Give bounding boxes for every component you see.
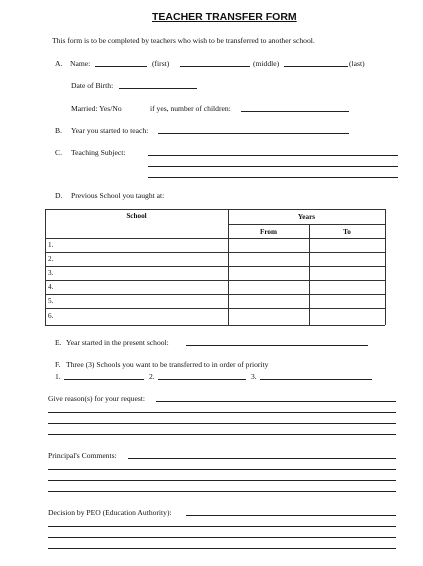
priority-1-label: 1. <box>55 372 61 381</box>
table-row-number: 4. <box>48 283 54 291</box>
middle-name-field[interactable] <box>180 66 250 67</box>
principal-comments-field-3[interactable] <box>48 480 396 481</box>
last-label: (last) <box>349 59 365 68</box>
married-label: Married: Yes/No <box>71 104 122 113</box>
previous-school-label: Previous School you taught at: <box>71 191 165 200</box>
start-year-field[interactable] <box>158 133 349 134</box>
present-school-field[interactable] <box>186 345 368 346</box>
table-row-number: 3. <box>48 269 54 277</box>
peo-decision-field-3[interactable] <box>48 537 396 538</box>
start-year-label: Year you started to teach: <box>71 126 149 135</box>
peo-decision-label: Decision by PEO (Education Authority): <box>48 508 172 517</box>
principal-comments-field-2[interactable] <box>48 469 396 470</box>
peo-decision-field-2[interactable] <box>48 526 396 527</box>
transfer-priority-label: Three (3) Schools you want to be transferred to in order of priority <box>66 360 269 369</box>
priority-3-field[interactable] <box>260 379 372 380</box>
principal-comments-field-4[interactable] <box>48 491 396 492</box>
priority-3-label: 3. <box>251 372 257 381</box>
name-label: Name: <box>70 59 91 68</box>
col-from-header: From <box>259 228 278 236</box>
first-label: (first) <box>152 59 170 68</box>
principal-comments-label: Principal's Comments: <box>48 451 117 460</box>
section-b-letter: B. <box>55 126 62 135</box>
children-label: if yes, number of children: <box>150 104 231 113</box>
principal-comments-field-1[interactable] <box>128 458 396 459</box>
reasons-field-2[interactable] <box>48 412 396 413</box>
middle-label: (middle) <box>253 59 280 68</box>
subject-label: Teaching Subject: <box>71 148 126 157</box>
table-row-number: 2. <box>48 255 54 263</box>
children-field[interactable] <box>241 111 349 112</box>
peo-decision-field-4[interactable] <box>48 548 396 549</box>
section-f-letter: F. <box>55 360 61 369</box>
dob-field[interactable] <box>119 88 197 89</box>
priority-2-label: 2. <box>149 372 155 381</box>
form-title: TEACHER TRANSFER FORM <box>152 11 297 23</box>
reasons-label: Give reason(s) for your request: <box>48 394 145 403</box>
first-name-field[interactable] <box>95 66 147 67</box>
table-row-number: 6. <box>48 312 54 320</box>
col-to-header: To <box>343 228 351 236</box>
last-name-field[interactable] <box>284 66 348 67</box>
section-a-letter: A. <box>55 59 63 68</box>
subject-field-3[interactable] <box>148 177 398 178</box>
section-c-letter: C. <box>55 148 62 157</box>
col-years-header: Years <box>297 213 316 221</box>
priority-1-field[interactable] <box>64 379 144 380</box>
table-row-number: 5. <box>48 297 54 305</box>
reasons-field-1[interactable] <box>156 401 396 402</box>
section-e-letter: E. <box>55 338 62 347</box>
section-d-letter: D. <box>55 191 63 200</box>
reasons-field-3[interactable] <box>48 423 396 424</box>
subject-field-1[interactable] <box>148 155 398 156</box>
present-school-label: Year started in the present school: <box>66 338 169 347</box>
table-row-number: 1. <box>48 241 54 249</box>
priority-2-field[interactable] <box>158 379 246 380</box>
intro-text: This form is to be completed by teachers who wish to be transferred to another school. <box>52 36 315 45</box>
col-school-header: School <box>126 212 147 220</box>
dob-label: Date of Birth: <box>71 81 114 90</box>
peo-decision-field-1[interactable] <box>186 515 396 516</box>
reasons-field-4[interactable] <box>48 434 396 435</box>
subject-field-2[interactable] <box>148 166 398 167</box>
